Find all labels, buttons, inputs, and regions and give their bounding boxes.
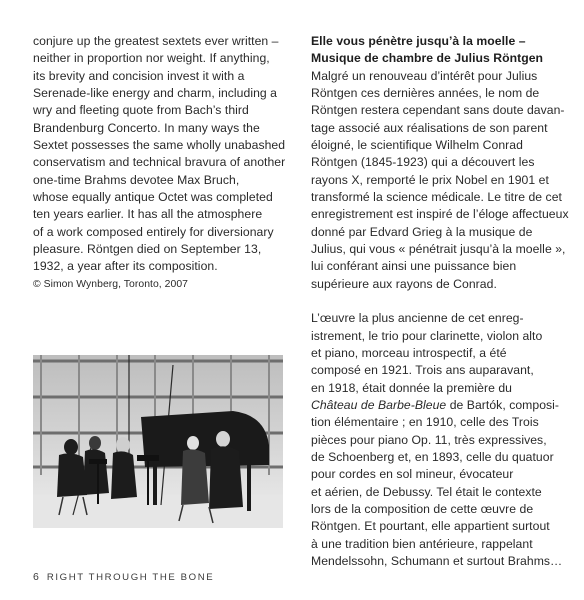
- text-line: lors de la composition de cette œuvre de: [311, 501, 534, 516]
- author-credit: © Simon Wynberg, Toronto, 2007: [33, 278, 188, 290]
- text-line: neither in proportion nor weight. If anything,: [33, 51, 270, 66]
- ensemble-photo: [33, 355, 283, 528]
- text-line: rayons X, remporté le prix Nobel en 1901 et: [311, 172, 549, 187]
- text-line: composé en 1921. Trois ans auparavant,: [311, 363, 534, 378]
- text-line: Röntgen ces dernières années, le nom de: [311, 86, 540, 101]
- text-line: Röntgen restera cependant sans doute davan-: [311, 103, 565, 118]
- text-line: Julius, qui vous « pénétrait jusqu’à la moelle »,: [311, 242, 566, 257]
- text-line: en 1918, était donnée la première du: [311, 380, 513, 395]
- text-line: Brandenburg Concerto. In many ways the: [33, 120, 260, 135]
- text-line: whose equally antique Octet was completed: [33, 190, 273, 205]
- text-line: et piano, morceau introspectif, a été: [311, 345, 507, 360]
- text-line: transformé la science médicale. Le titre de cet: [311, 190, 562, 205]
- text-line: istrement, le trio pour clarinette, violon alto: [311, 328, 543, 343]
- text-line: à une tradition bien antérieure, rappelant: [311, 536, 533, 551]
- text-line: [311, 397, 571, 414]
- text-line: its brevity and concision invest it with a: [33, 68, 245, 83]
- right-column: [311, 33, 571, 570]
- text-line: L’œuvre la plus ancienne de cet enreg-: [311, 311, 524, 326]
- text-line: enregistrement est inspiré de l’éloge affectueux: [311, 207, 569, 222]
- right-paragraph-1: [311, 68, 571, 293]
- text-line: tage associé aux réalisations de son parent: [311, 120, 548, 135]
- text-line: tion élémentaire ; en 1910, celle des Trois: [311, 415, 539, 430]
- page-footer: [33, 571, 214, 583]
- text-line: pleasure. Röntgen died on September 13,: [33, 242, 262, 257]
- text-line: pièces pour piano Op. 11, très expressives,: [311, 432, 547, 447]
- booklet-title: RIGHT THROUGH THE BONE: [46, 572, 215, 583]
- text-line: Röntgen. Et pourtant, elle appartient surtout: [311, 519, 550, 534]
- text-line: Serenade-like energy and charm, including a: [33, 86, 278, 101]
- text-line: of a work composed entirely for diversionary: [33, 224, 274, 239]
- text-line: pour cordes en sol mineur, évocateur: [311, 467, 514, 482]
- text-line: conservatism and technical bravura of another: [33, 155, 286, 170]
- left-paragraph: [33, 33, 295, 276]
- text-line: Malgré un renouveau d’intérêt pour Julius: [311, 68, 538, 83]
- text-line: 1932, a year after its composition.: [33, 259, 218, 274]
- page-number: 6: [33, 571, 39, 583]
- text-fragment: de Bartók, composi-: [446, 397, 560, 412]
- section-heading: [311, 33, 571, 68]
- text-line: et aérien, de Debussy. Tel était le contexte: [311, 484, 542, 499]
- heading-line: Musique de chambre de Julius Röntgen: [311, 51, 544, 66]
- text-line: Sextet possesses the same wholly unabashed: [33, 138, 286, 153]
- text-line: Mendelssohn, Schumann et surtout Brahms…: [311, 553, 563, 568]
- text-line: ten years earlier. It has all the atmosphere: [33, 207, 263, 222]
- text-line: lui conférant ainsi une puissance bien: [311, 259, 517, 274]
- text-line: Röntgen (1845-1923) qui a découvert les: [311, 155, 535, 170]
- left-column: [33, 33, 295, 292]
- text-line: one-time Brahms devotee Max Bruch,: [33, 172, 240, 187]
- text-line: wry and fleeting quote from Bach’s third: [33, 103, 249, 118]
- right-paragraph-2: [311, 310, 571, 570]
- text-line: éloigné, le scientifique Wilhelm Conrad: [311, 138, 523, 153]
- text-line: donné par Edvard Grieg à la musique de: [311, 224, 533, 239]
- text-line: supérieure aux rayons de Conrad.: [311, 276, 497, 291]
- work-title: Château de Barbe-Bleue: [311, 397, 447, 412]
- heading-line: Elle vous pénètre jusqu’à la moelle –: [311, 34, 526, 48]
- text-line: de Schoenberg et, en 1893, celle du quatuor: [311, 449, 554, 464]
- text-line: conjure up the greatest sextets ever written –: [33, 34, 279, 48]
